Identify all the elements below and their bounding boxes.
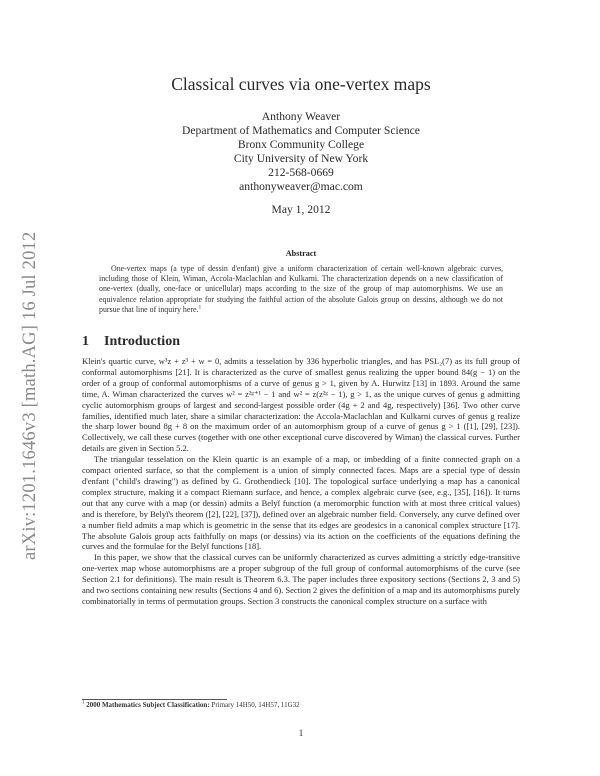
paper-title: Classical curves via one-vertex maps xyxy=(171,74,431,94)
abstract-footnote-mark[interactable]: 1 xyxy=(198,304,202,311)
section-heading xyxy=(82,334,180,350)
paragraph: In this paper, we show that the classical curves can be uniformly characterized as curves admitting a strictly edge-transitive one-vertex map whose automorphisms are a proper subgroup of the full group of conformal automorphisms of the curve (see Section 2.1 for definitions). The main result is Theorem 6.3. The paper includes three expository sections (Sections 2, 3 and 5) and two sections containing new results (Sections 4 and 6). Section 2 gives the definition of a map and its automorphisms purely combinatorially in terms of permutation groups. Section 3 constructs the canonical complex structure on a surface with xyxy=(82,552,520,606)
paragraph: Klein's quartic curve, w³z + z³ + w = 0, admits a tesselation by 336 hyperbolic triangles, and has PSL₂(7) as its full group of conformal automorphisms [21]. It is characterized as the curve of smallest genus realizing the upper bound 84(g − 1) on the order of a group of conformal automorphisms of a curve of genus g > 1, given by A. Hurwitz [13] in 1893. Around the same time, A. Wiman characterized the curves w² = z²ᵍ⁺¹ − 1 and w² = z(z²ᵍ − 1), g > 1, as the unique curves of genus g admitting cyclic automorphism groups of largest and second-largest possible order (4g + 2 and 4g, respectively) [36]. Two other curve families, identified much later, share a similar characterization: the Accola-Maclachlan and Kulkarni curves of genus g realize the sharp lower bound 8g + 8 on the maximum order of an automorphism group of a curve of genus g > 1 ([1], [29], [23]). Collectively, we call these curves (together with one other exceptional curve discovered by Wiman) the classical curves. Further details are given in Section 5.2. xyxy=(82,356,520,454)
paper-date: May 1, 2012 xyxy=(271,203,331,216)
abstract-heading: Abstract xyxy=(285,249,317,258)
paragraph: The triangular tesselation on the Klein quartic is an example of a map, or imbedding of a finite connected graph on a compact oriented surface, so that the complement is a union of simply connected faces. Maps are a special type of dessin d'enfant ("child's drawing") as defined by G. Grothendieck [10]. The topological surface underlying a map has a canonical complex structure, making it a compact Riemann surface, and hence, a complex algebraic curve (see, e.g., [35], [16]). It turns out that any curve with a map (or dessin) admits a Belyĭ function (a meromorphic function with at most three critical values) and is therefore, by Belyĭ's theorem ([2], [22], [37]), defined over an algebraic number field. Conversely, any curve defined over a number field admits a map which is geometric in the sense that its edges are geodesics in a canonical complex structure [17]. The absolute Galois group acts faithfully on maps (or dessins) via its action on the coefficients of the equations defining the curves and the formulae for the Belyĭ functions [18]. xyxy=(82,454,520,552)
footnote-divider xyxy=(82,699,227,700)
author-name: Anthony Weaver xyxy=(261,110,341,123)
author-college: Bronx Community College xyxy=(237,138,365,152)
section-number: 1 xyxy=(82,334,89,349)
author-university: City University of New York xyxy=(233,152,369,166)
introduction-body xyxy=(82,356,520,607)
abstract-body xyxy=(99,264,503,315)
footnote-label: 2000 Mathematics Subject Classification: xyxy=(86,701,210,709)
footnote-text: Primary 14H50, 14H57, 11G32 xyxy=(211,701,300,709)
author-department: Department of Mathematics and Computer Science xyxy=(182,124,420,138)
section-title: Introduction xyxy=(104,334,180,349)
author-block xyxy=(82,110,520,195)
page-number: 1 xyxy=(298,728,304,738)
abstract-text: One-vertex maps (a type of dessin d'enfant) give a uniform characterization of certain well-known algebraic curves, including those of Klein, Wiman, Accola-Maclachlan and Kulkarni. The characterization depends on a new classification of one-vertex (dually, one-face or unicellular) maps according to the size of the group of map automorphisms. We use an equivalence relation appropriate for studying the faithful action of the absolute Galois group on dessins, although we do not pursue that line of inquiry here. xyxy=(99,264,503,314)
footnote-mark: 1 xyxy=(82,700,85,706)
author-phone: 212-568-0669 xyxy=(268,166,334,180)
arxiv-identifier: arXiv:1201.1646v3 [math.AG] 16 Jul 2012 xyxy=(20,231,40,560)
footnote xyxy=(82,701,520,709)
author-email[interactable]: anthonyweaver@mac.com xyxy=(239,180,363,194)
